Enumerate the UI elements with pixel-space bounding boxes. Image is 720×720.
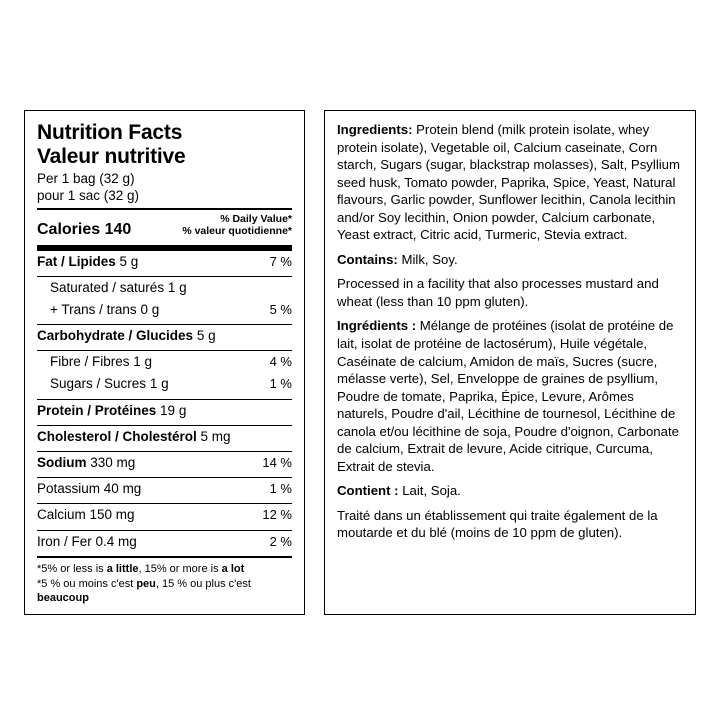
ingredients-fr: [337, 317, 683, 475]
nutrient-percent: 1 %: [269, 481, 292, 497]
nutrient-row: [37, 504, 292, 526]
nutrient-row: [37, 400, 292, 422]
calories-label: Calories: [37, 220, 101, 238]
processed-en: Processed in a facility that also processes mustard and wheat (less than 10 ppm gluten).: [337, 276, 659, 309]
nutrient-amount: 40 mg: [103, 481, 142, 497]
nutrient-amount: 1 g: [167, 279, 187, 295]
ingredients-en-text: Protein blend (milk protein isolate, whey protein isolate), Vegetable oil, Calcium caseinate, Corn starch, Sugars (sugar, blackstrap molasses), Salt, Psyllium seed husk, Tomato powder, Paprika, Spice, Yeast, Natural flavours, Garlic powder, Sunflower lecithin, Canola lecithin and/or Soy lecithin, Onion powder, Calcium carbonate, Yeast extract, Citric acid, Turmeric, Stevia extract.: [337, 122, 680, 243]
footnote-fr-little: peu: [136, 577, 156, 590]
nutrient-percent: 4 %: [269, 354, 292, 370]
footnote-fr-pre: *5 % ou moins c'est: [37, 577, 137, 590]
nutrient-percent: 1 %: [269, 376, 292, 392]
ingredients-fr-label: Ingrédients :: [337, 318, 417, 334]
nutrient-label: Sodium: [37, 455, 87, 471]
nutrient-percent: 12 %: [262, 507, 292, 523]
contains-fr-label: Contient :: [337, 483, 399, 499]
nutrient-row: [37, 277, 292, 299]
nutrient-amount: 5 g: [196, 328, 216, 344]
ingredients-fr-text: Mélange de protéines (isolat de protéine de lait, isolat de protéine de lactosérum), Huile végétale, Caséinate de calcium, Amidon de maïs, Sucres (sucre, mélasse verte), Sel, Enveloppe de graines de psyllium, Poudre de tomate, Paprika, Épice, Levure, Arômes naturels, Poudre d'ail, Lécithine de tournesol, Lécithine de canola et/ou lécithine de soja, Poudre d'oignon, Carbonate de calcium, Extrait de levure, Acide citrique, Curcuma, Extrait de stevia.: [337, 318, 679, 474]
footnote-fr: [37, 577, 292, 607]
nutrient-label: Fat / Lipides: [37, 253, 116, 269]
contains-en-text: Milk, Soy.: [397, 251, 458, 267]
nutrition-title-fr: Valeur nutritive: [37, 144, 186, 168]
nutrient-row: [37, 251, 292, 273]
footnote-en-pre: *5% or less is: [37, 562, 107, 575]
nutrition-facts-panel: [24, 110, 305, 615]
calories-value: 140: [104, 220, 132, 238]
daily-value-footnote: [37, 558, 292, 607]
footnote-en: [37, 562, 292, 577]
footnote-en-little: a little: [106, 562, 139, 575]
ingredients-en: [337, 121, 683, 244]
nutrient-amount: 0 g: [140, 301, 160, 317]
nutrient-row: [37, 531, 292, 553]
nutrient-label: Potassium: [37, 481, 101, 497]
nutrient-label: Saturated / saturés: [50, 279, 165, 295]
nutrient-label: Calcium: [37, 507, 86, 523]
contains-fr: [337, 482, 683, 500]
nutrient-amount: 330 mg: [90, 455, 136, 471]
nutrient-row: [37, 325, 292, 347]
nutrient-row: [37, 373, 292, 395]
nutrient-amount: 150 mg: [89, 507, 135, 523]
nutrient-amount: 5 mg: [200, 428, 231, 444]
nutrient-label: Fibre / Fibres: [50, 354, 130, 370]
calories-row: [37, 210, 292, 241]
nutrient-row: [37, 426, 292, 448]
nutrient-percent: 2 %: [269, 533, 292, 549]
footnote-en-mid: , 15% or more is: [138, 562, 222, 575]
nutrient-row: [37, 478, 292, 500]
nutrient-amount: 0.4 mg: [95, 533, 137, 549]
daily-value-header-fr: % valeur quotidienne*: [182, 225, 292, 238]
daily-value-header: [182, 213, 292, 239]
contains-en-label: Contains:: [337, 251, 398, 267]
nutrient-label: Iron / Fer: [37, 533, 92, 549]
nutrient-percent: 5 %: [269, 301, 292, 317]
nutrient-label: Carbohydrate / Glucides: [37, 328, 194, 344]
ingredients-en-label: Ingredients:: [337, 122, 413, 137]
serving-size-fr: pour 1 sac (32 g): [37, 187, 140, 203]
nutrient-label: Cholesterol / Cholestérol: [37, 428, 197, 444]
nutrient-label: Sugars / Sucres: [50, 376, 147, 392]
footnote-en-lot: a lot: [221, 562, 245, 575]
nutrient-row: [37, 299, 292, 321]
ingredients-panel: [324, 110, 696, 615]
footnote-fr-lot: beaucoup: [37, 592, 89, 605]
processed-fr: Traité dans un établissement qui traite également de la moutarde et du blé (moins de 10 ppm de gluten).: [337, 507, 658, 541]
nutrient-amount: 1 g: [149, 376, 169, 392]
panels-container: [24, 110, 696, 615]
footnote-fr-mid: , 15 % ou plus c'est: [155, 577, 251, 590]
contains-fr-text: Lait, Soja.: [398, 483, 461, 499]
serving-size-en: Per 1 bag (32 g): [37, 171, 135, 187]
daily-value-header-en: % Daily Value*: [220, 212, 292, 225]
nutrient-label: Protein / Protéines: [37, 402, 157, 418]
nutrient-amount: 5 g: [119, 253, 139, 269]
nutrient-percent: 7 %: [269, 253, 292, 269]
nutrient-row: [37, 351, 292, 373]
nutrient-row: [37, 452, 292, 474]
calories-label-value: [37, 221, 131, 239]
contains-en: [337, 251, 683, 269]
nutrient-label: + Trans / trans: [50, 301, 137, 317]
nutrient-percent: 14 %: [262, 455, 292, 471]
nutrient-amount: 1 g: [133, 354, 153, 370]
nutrition-title-en: Nutrition Facts: [37, 121, 183, 144]
nutrient-amount: 19 g: [160, 402, 187, 418]
